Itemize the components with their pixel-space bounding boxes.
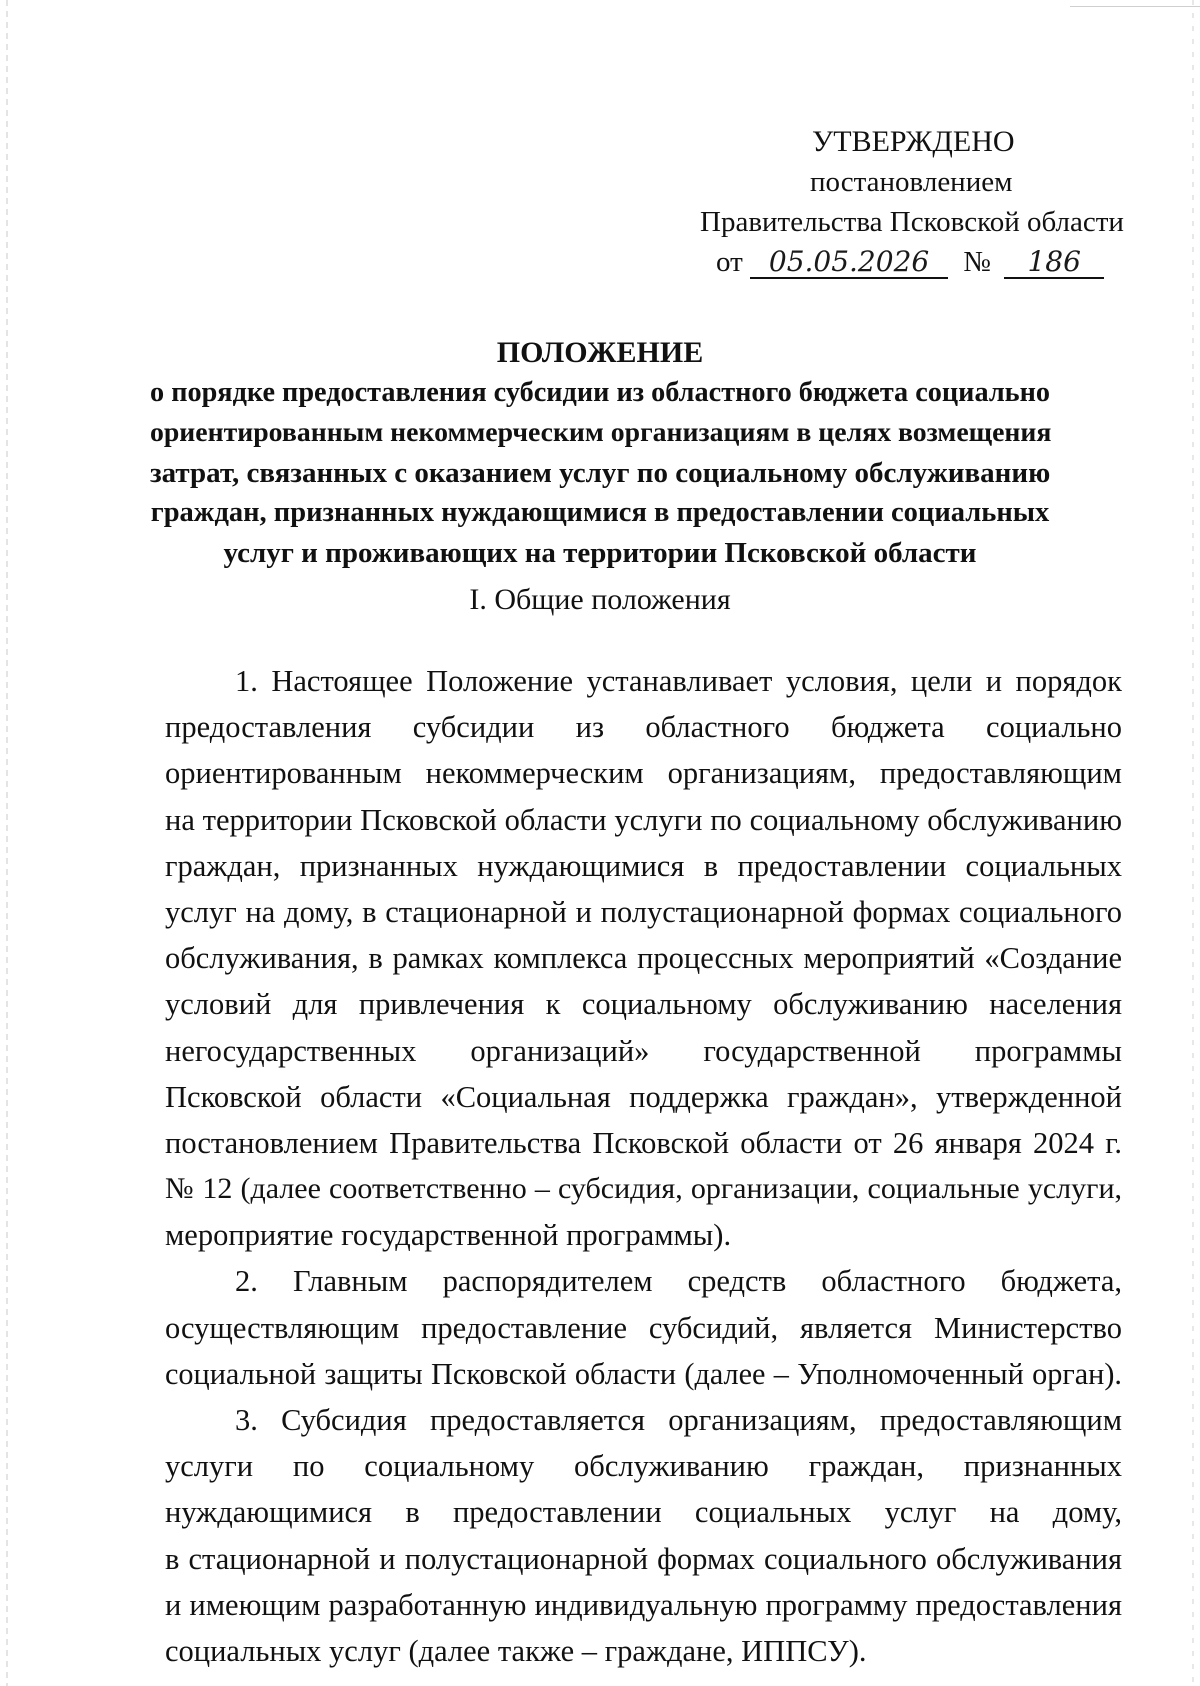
scan-edge-right <box>1192 0 1194 1686</box>
handwritten-date: 05.05.2026 <box>750 247 948 279</box>
paragraph-line: социальной защиты Псковской области (далее – Уполномоченный орган). <box>165 1356 1122 1391</box>
title-subtitle-line: затрат, связанных с оказанием услуг по социальному обслуживанию <box>150 457 1051 489</box>
paragraph-line: 3. Субсидия предоставляется организациям, предоставляющим <box>235 1403 1122 1437</box>
paragraph-line: Псковской области «Социальная поддержка граждан», утвержденной <box>165 1079 1122 1114</box>
paragraph-line: услуг на дому, в стационарной и полустационарной формах социального <box>165 894 1122 929</box>
document-body <box>165 658 1122 1674</box>
paragraph-line: мероприятие государственной программы). <box>165 1218 732 1253</box>
government-label: Правительства Псковской области <box>700 206 1124 238</box>
paragraph-line: 2. Главным распорядителем средств областного бюджета, <box>235 1264 1122 1299</box>
paragraph-line: на территории Псковской области услуги по социальному обслуживанию <box>165 802 1122 837</box>
number-sign: № <box>963 246 991 278</box>
paragraph-line: обслуживания, в рамках комплекса процессных мероприятий «Создание <box>165 941 1122 976</box>
paragraph-line: и имеющим разработанную индивидуальную программу предоставления <box>165 1587 1122 1622</box>
paragraph-line: постановлением Правительства Псковской области от 26 января 2024 г. <box>165 1125 1122 1160</box>
paragraph-line: ориентированным некоммерческим организациям, предоставляющим <box>165 756 1122 791</box>
paragraph-line: условий для привлечения к социальному обслуживанию населения <box>165 987 1122 1022</box>
paragraph-line: № 12 (далее соответственно – субсидия, организации, социальные услуги, <box>165 1172 1122 1206</box>
resolution-label: постановлением <box>810 166 1013 198</box>
title-subtitle-line: услуг и проживающих на территории Псковской области <box>223 537 977 569</box>
handwritten-number: 186 <box>1004 247 1104 279</box>
title-subtitle-line: о порядке предоставления субсидии из областного бюджета социально <box>150 377 1051 408</box>
paragraph-line: предоставления субсидии из областного бюджета социально <box>165 710 1122 745</box>
paragraph-line: осуществляющим предоставление субсидий, является Министерство <box>165 1310 1122 1345</box>
paragraph-line: социальных услуг (далее также – граждане, ИППСУ). <box>165 1633 867 1668</box>
paragraph-line: в стационарной и полустационарной формах социального обслуживания <box>165 1541 1122 1576</box>
paragraph-1 <box>165 658 1122 1258</box>
title-subtitle-line: ориентированным некоммерческим организациям в целях возмещения <box>150 417 1052 448</box>
approval-block <box>690 122 1124 282</box>
scan-edge-left <box>6 0 8 1686</box>
document-title: ПОЛОЖЕНИЕ <box>496 336 704 369</box>
scan-edge-top <box>1070 6 1200 7</box>
section-heading: I. Общие положения <box>469 583 731 616</box>
title-subtitle-line: граждан, признанных нуждающимися в предоставлении социальных <box>150 497 1050 528</box>
paragraph-3 <box>165 1397 1122 1674</box>
paragraph-line: нуждающимися в предоставлении социальных услуг на дому, <box>165 1495 1122 1530</box>
paragraph-line: негосударственных организаций» государственной программы <box>165 1033 1122 1068</box>
paragraph-2 <box>165 1258 1122 1397</box>
paragraph-line: 1. Настоящее Положение устанавливает условия, цели и порядок <box>235 664 1122 698</box>
date-number-line <box>690 242 1120 282</box>
document-title-block <box>150 333 1050 573</box>
approved-label: УТВЕРЖДЕНО <box>812 125 1015 158</box>
paragraph-line: граждан, признанных нуждающимися в предоставлении социальных <box>165 848 1122 883</box>
paragraph-line: услуги по социальному обслуживанию граждан, признанных <box>165 1449 1122 1484</box>
date-prefix: от <box>716 246 743 278</box>
